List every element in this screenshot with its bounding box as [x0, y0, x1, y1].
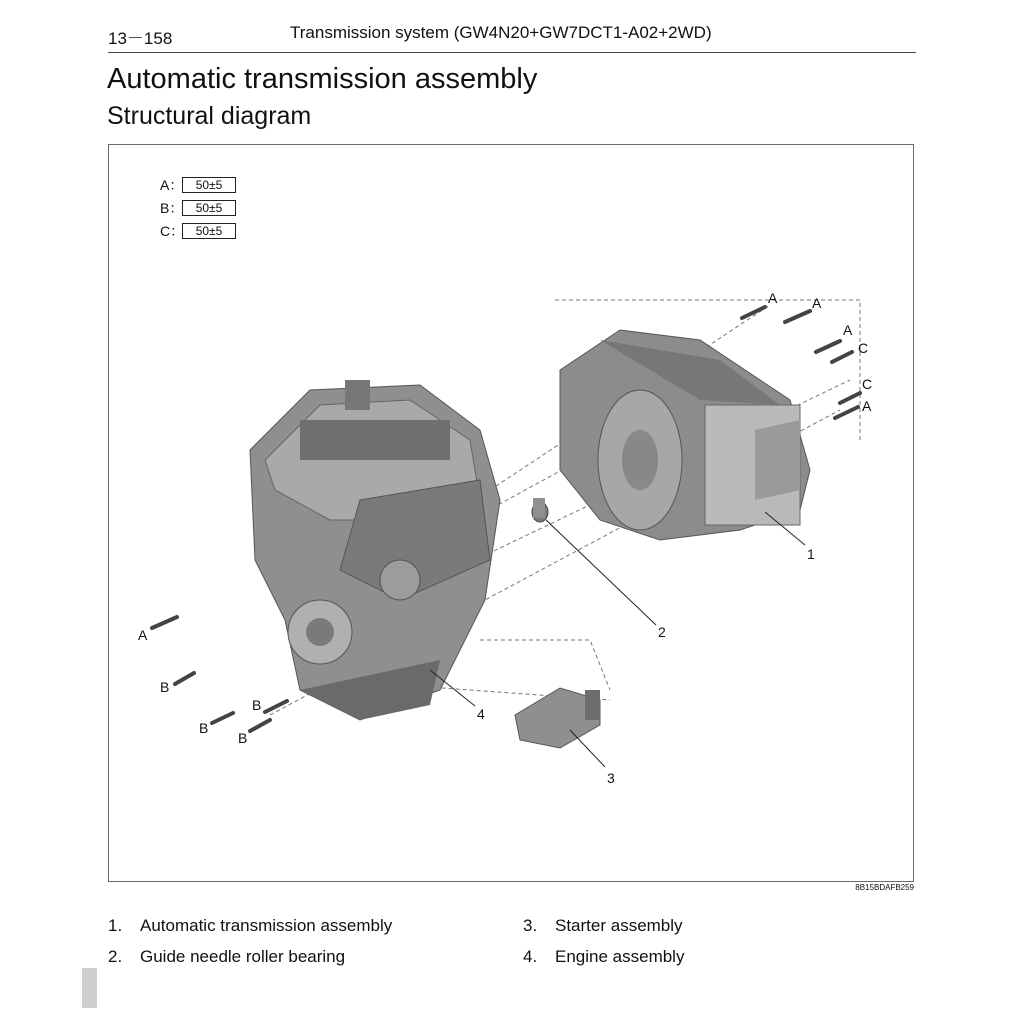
bolt-label-c: C	[862, 376, 873, 392]
callout-1: 1	[807, 546, 815, 562]
bolt-label-a: A	[812, 295, 822, 311]
figure-code: 8B15BDAFB259	[855, 883, 914, 892]
margin-tab	[82, 968, 97, 1008]
torque-value-box: 50±5	[182, 223, 236, 239]
callout-3: 3	[607, 770, 615, 786]
bolt-label-b: B	[160, 679, 170, 695]
caption-text: Automatic transmission assembly	[140, 916, 393, 935]
torque-key: C：	[160, 223, 185, 239]
section-subtitle: Structural diagram	[107, 102, 312, 130]
torque-value-box: 50±5	[182, 200, 236, 216]
engine-assembly-illustration	[250, 380, 500, 720]
caption-item	[108, 947, 345, 967]
caption-number: 2.	[108, 947, 123, 966]
bolt-label-b: B	[199, 720, 209, 736]
starter-assembly-illustration	[515, 688, 600, 748]
bolt-label-b: B	[238, 730, 248, 746]
guide-bearing-illustration	[532, 498, 548, 522]
torque-key: B：	[160, 200, 184, 216]
caption-item	[108, 916, 392, 936]
running-title: Transmission system (GW4N20+GW7DCT1-A02+2WD)	[290, 23, 712, 42]
caption-item	[523, 916, 683, 936]
bolt-label-c: C	[858, 340, 869, 356]
callout-4: 4	[477, 706, 485, 722]
transmission-assembly-illustration	[560, 330, 810, 540]
bolt-label-b: B	[252, 697, 262, 713]
caption-number: 1.	[108, 916, 123, 935]
bolt-label-a: A	[862, 398, 872, 414]
caption-text: Guide needle roller bearing	[140, 947, 346, 966]
caption-text: Engine assembly	[555, 947, 685, 966]
page-title: Automatic transmission assembly	[107, 63, 538, 95]
bolt-label-a: A	[138, 627, 148, 643]
bolt-label-a: A	[768, 290, 778, 306]
callout-2: 2	[658, 624, 666, 640]
torque-key: A：	[160, 177, 184, 193]
caption-number: 4.	[523, 947, 538, 966]
callout-numbers	[477, 546, 815, 786]
bolt-label-a: A	[843, 322, 853, 338]
caption-text: Starter assembly	[555, 916, 683, 935]
caption-number: 3.	[523, 916, 538, 935]
torque-value-box: 50±5	[182, 177, 236, 193]
caption-item	[523, 947, 684, 967]
page-number: 13－158	[108, 29, 173, 48]
